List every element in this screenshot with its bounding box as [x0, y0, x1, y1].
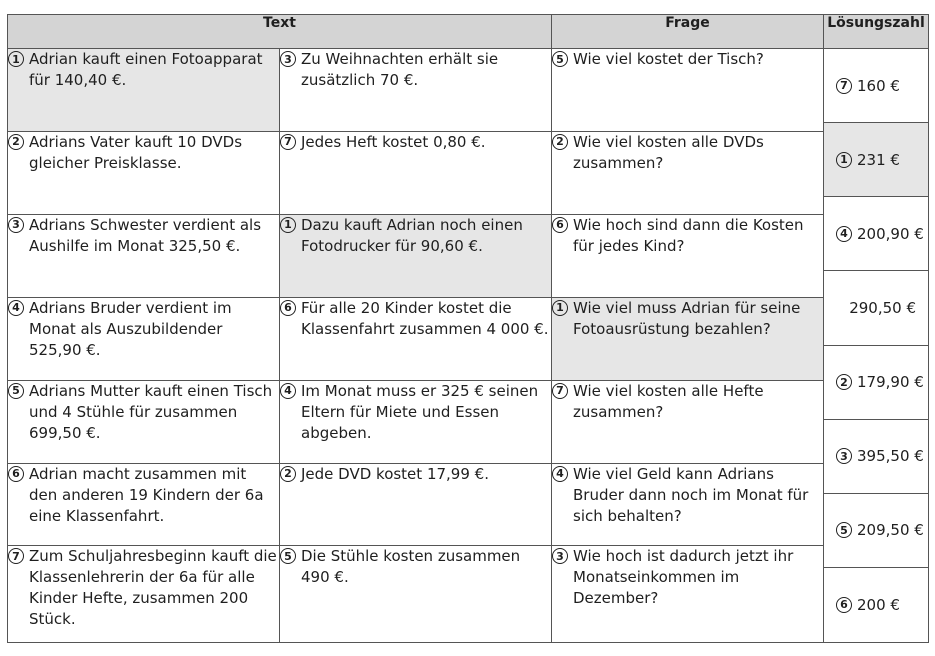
header-row [8, 15, 929, 49]
number-badge: 6 [552, 217, 568, 233]
solution-value: 179,90 € [857, 373, 924, 392]
table-row [8, 380, 929, 463]
text-cell-b [280, 380, 552, 463]
question-cell [552, 463, 824, 546]
text-b: Zu Weihnachten erhält sie zusätzlich 70 €. [301, 50, 499, 89]
number-badge: 4 [280, 383, 296, 399]
table-row [8, 131, 929, 214]
number-badge: 5 [836, 522, 852, 538]
table-row [8, 546, 929, 643]
question-text: Wie viel muss Adrian für seine Fotoausrüstung bezahlen? [573, 298, 801, 338]
solution-item [824, 346, 928, 420]
number-badge: 7 [836, 78, 852, 94]
number-badge: 2 [836, 374, 852, 390]
table-row [8, 49, 929, 132]
header-frage: Frage [552, 15, 824, 49]
number-badge: 1 [8, 51, 24, 67]
text-cell-b [280, 214, 552, 297]
number-badge: 3 [8, 217, 24, 233]
text-b: Jede DVD kostet 17,99 €. [301, 464, 489, 483]
text-cell-a [8, 297, 280, 380]
solution-value: 209,50 € [857, 521, 924, 540]
text-cell-a [8, 49, 280, 132]
exercise-table-wrapper [7, 14, 929, 643]
solutions-list [824, 49, 928, 642]
text-b: Für alle 20 Kinder kostet die Klassenfahrt zusammen 4 000 €. [301, 298, 549, 338]
text-cell-a [8, 546, 280, 643]
text-cell-b [280, 546, 552, 643]
solution-item [824, 494, 928, 568]
number-badge: 1 [280, 217, 296, 233]
question-text: Wie hoch sind dann die Kosten für jedes Kind? [573, 215, 804, 255]
number-badge: 5 [552, 51, 568, 67]
text-a: Adrians Bruder verdient im Monat als Auszubildender 525,90 €. [29, 298, 232, 359]
number-badge: 4 [836, 226, 852, 242]
text-cell-b [280, 297, 552, 380]
number-badge: 4 [552, 466, 568, 482]
text-a: Adrians Mutter kauft einen Tisch und 4 Stühle für zusammen 699,50 €. [29, 381, 273, 442]
solution-value: 395,50 € [857, 447, 924, 466]
number-badge: 2 [8, 134, 24, 150]
number-badge: 5 [280, 548, 296, 564]
table-row [8, 297, 929, 380]
question-cell [552, 49, 824, 132]
text-a: Zum Schuljahresbeginn kauft die Klassenlehrerin der 6a für alle Kinder Hefte, zusammen 200 Stück. [29, 547, 277, 629]
number-badge: 3 [280, 51, 296, 67]
table-row [8, 463, 929, 546]
solution-value: 231 € [857, 150, 900, 169]
question-cell [552, 214, 824, 297]
text-b: Dazu kauft Adrian noch einen Fotodrucker für 90,60 €. [301, 215, 523, 255]
number-badge: 6 [8, 466, 24, 482]
solution-item [824, 197, 928, 271]
text-b: Im Monat muss er 325 € seinen Eltern für Miete und Essen abgeben. [301, 381, 539, 442]
number-badge: 4 [8, 300, 24, 316]
number-badge: 6 [836, 597, 852, 613]
table-row [8, 214, 929, 297]
question-cell [552, 297, 824, 380]
question-text: Wie viel kosten alle Hefte zusammen? [573, 381, 764, 421]
text-b: Jedes Heft kostet 0,80 €. [301, 132, 486, 151]
solutions-column [824, 49, 929, 643]
number-badge: 3 [836, 448, 852, 464]
number-badge: 1 [836, 152, 852, 168]
number-badge: 7 [552, 383, 568, 399]
number-badge: 2 [552, 134, 568, 150]
question-text: Wie viel Geld kann Adrians Bruder dann noch im Monat für sich behalten? [573, 464, 809, 525]
text-cell-a [8, 380, 280, 463]
text-cell-b [280, 463, 552, 546]
text-cell-a [8, 131, 280, 214]
question-text: Wie viel kosten alle DVDs zusammen? [573, 132, 764, 172]
number-badge: 3 [552, 548, 568, 564]
solution-item [824, 568, 928, 642]
number-badge: 2 [280, 466, 296, 482]
text-cell-a [8, 214, 280, 297]
solution-value: 200,90 € [857, 224, 924, 243]
number-badge: 7 [280, 134, 296, 150]
text-a: Adrian macht zusammen mit den anderen 19 Kindern der 6a eine Klassenfahrt. [29, 464, 264, 525]
text-cell-b [280, 49, 552, 132]
text-cell-a [8, 463, 280, 546]
solution-item [824, 271, 928, 345]
text-a: Adrians Schwester verdient als Aushilfe im Monat 325,50 €. [29, 215, 262, 255]
text-b: Die Stühle kosten zusammen 490 €. [301, 547, 521, 587]
text-a: Adrian kauft einen Fotoapparat für 140,40 €. [29, 50, 263, 89]
solution-item [824, 123, 928, 197]
header-text: Text [8, 15, 552, 49]
question-cell [552, 380, 824, 463]
solution-value: 160 € [857, 76, 900, 95]
solution-value: 290,50 € [849, 298, 916, 317]
number-badge: 5 [8, 383, 24, 399]
header-loesungszahl: Lösungszahl [824, 15, 929, 49]
text-cell-b [280, 131, 552, 214]
number-badge: 6 [280, 300, 296, 316]
question-text: Wie viel kostet der Tisch? [573, 50, 764, 68]
number-badge: 1 [552, 300, 568, 316]
solution-value: 200 € [857, 595, 900, 614]
number-badge: 7 [8, 548, 24, 564]
exercise-table [7, 14, 929, 643]
solution-item [824, 420, 928, 494]
question-text: Wie hoch ist dadurch jetzt ihr Monatseinkommen im Dezember? [573, 547, 794, 608]
text-a: Adrians Vater kauft 10 DVDs gleicher Preisklasse. [29, 132, 243, 172]
question-cell [552, 131, 824, 214]
question-cell [552, 546, 824, 643]
solution-item [824, 49, 928, 123]
